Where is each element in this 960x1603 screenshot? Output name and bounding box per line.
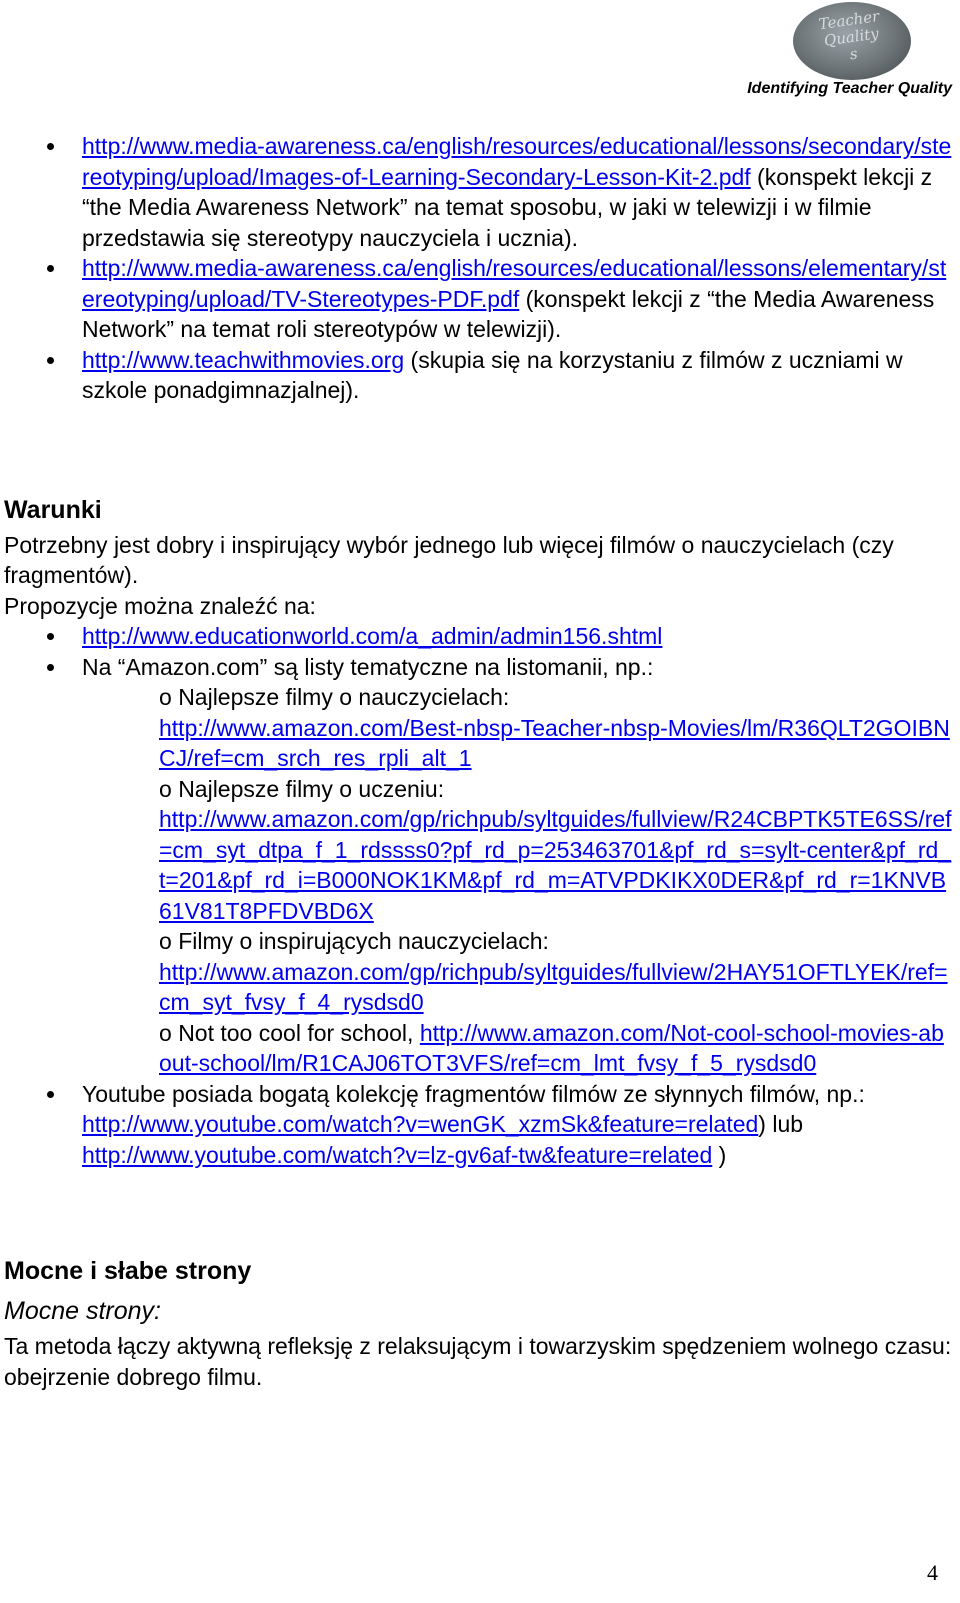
resource-description: (skupia się na korzystaniu z filmów z uczniami w szkole ponadgimnazjalnej). bbox=[82, 346, 903, 403]
sublist-label: Filmy o inspirujących nauczycielach: bbox=[178, 928, 549, 954]
list-item bbox=[4, 345, 956, 406]
bullet-icon bbox=[47, 265, 54, 272]
circle-bullet-icon: o bbox=[159, 1019, 172, 1046]
amazon-intro: Na “Amazon.com” są listy tematyczne na listomanii, np.: bbox=[82, 653, 654, 680]
circle-bullet-icon: o bbox=[159, 928, 172, 954]
sublist-label: Najlepsze filmy o uczeniu: bbox=[178, 775, 445, 802]
circle-bullet-icon: o bbox=[159, 775, 172, 802]
amazon-link[interactable]: http://www.amazon.com/gp/richpub/syltguides/fullview/2HAY51OFTLYEK/ref=cm_syt_fvsy_f_4_rysdsd0 bbox=[159, 958, 948, 1015]
educationworld-link[interactable]: http://www.educationworld.com/a_admin/admin156.shtml bbox=[82, 623, 663, 649]
document-content bbox=[4, 131, 956, 1392]
sublist-item bbox=[82, 774, 956, 927]
bullet-icon bbox=[47, 143, 54, 150]
amazon-link[interactable]: http://www.amazon.com/Not-cool-school-movies-about-school/lm/R1CAJ06TOT3VFS/ref=cm_lmt_fvsy_f_5_rysdsd0 bbox=[159, 1019, 944, 1076]
propozycje-list bbox=[4, 621, 956, 1170]
section-title-warunki: Warunki bbox=[4, 495, 102, 524]
list-item bbox=[4, 131, 956, 253]
amazon-sublist bbox=[82, 682, 956, 1079]
section-subtitle: Mocne strony: bbox=[4, 1297, 162, 1325]
sublist-item bbox=[82, 682, 956, 774]
header-title: Identifying Teacher Quality bbox=[747, 80, 952, 97]
bullet-icon bbox=[47, 633, 54, 640]
youtube-link-2[interactable]: http://www.youtube.com/watch?v=lz-gv6af-tw&feature=related bbox=[82, 1141, 713, 1168]
logo-text: Teacher Quality s bbox=[817, 7, 881, 64]
resource-link[interactable]: http://www.media-awareness.ca/english/resources/educational/lessons/elementary/stereotyping/upload/TV-Stereotypes-PDF.pdf bbox=[82, 255, 947, 312]
bullet-icon bbox=[47, 664, 54, 671]
amazon-link[interactable]: http://www.amazon.com/Best-nbsp-Teacher-nbsp-Movies/lm/R36QLT2GOIBNCJ/ref=cm_srch_res_rpli_alt_1 bbox=[159, 714, 950, 771]
list-item bbox=[4, 621, 956, 652]
amazon-link[interactable]: http://www.amazon.com/gp/richpub/syltguides/fullview/R24CBPTK5TE6SS/ref=cm_syt_dtpa_f_1_rdssss0?pf_rd_p=253463701&pf_rd_s=sylt-center&pf_rd_t=201&pf_rd_i=B000NOK1KM&pf_rd_m=ATVPDKIKX0DER&pf_rd_r=1KNVB61V81T8PFDVBD6X bbox=[159, 806, 952, 924]
youtube-text: Youtube posiada bogatą kolekcję fragmentów filmów ze słynnych filmów, np.: bbox=[82, 1080, 865, 1107]
warunki-intro: Potrzebny jest dobry i inspirujący wybór jednego lub więcej filmów o nauczycielach (czy fragmentów). bbox=[4, 531, 894, 588]
list-item bbox=[4, 253, 956, 345]
resource-link[interactable]: http://www.media-awareness.ca/english/resources/educational/lessons/secondary/stereotyping/upload/Images-of-Learning-Secondary-Lesson-Kit-2.pdf bbox=[82, 133, 952, 190]
resource-list bbox=[4, 131, 956, 406]
bullet-icon bbox=[47, 357, 54, 364]
bullet-icon bbox=[47, 1091, 54, 1098]
section-title-mocne: Mocne i słabe strony bbox=[4, 1257, 252, 1285]
resource-description: (konspekt lekcji z “the Media Awareness Network” na temat sposobu, w jaki w telewizji i w filmie przedstawia się stereotypy nauczyciela i ucznia). bbox=[82, 163, 933, 251]
circle-bullet-icon: o bbox=[159, 684, 172, 710]
resource-link[interactable]: http://www.teachwithmovies.org bbox=[82, 346, 405, 373]
list-item: Youtube posiada bogatą kolekcję fragmentów filmów ze słynnych filmów, np.: http://www.youtube.com/watch?v=wenGK_xzmSk&feature=related) lub http://www.youtube.com/watch?v=lz-gv6af-tw&feature=related ) bbox=[4, 1079, 956, 1171]
resource-description: (konspekt lekcji z “the Media Awareness Network” na temat roli stereotypów w telewizji). bbox=[82, 285, 935, 342]
propozycje-text: Propozycje można znaleźć na: bbox=[4, 592, 316, 619]
list-item bbox=[4, 652, 956, 1079]
sublist-label: Najlepsze filmy o nauczycielach: bbox=[178, 684, 510, 710]
mocne-text: Ta metoda łączy aktywną refleksję z relaksującym i towarzyskim spędzeniem wolnego czasu: obejrzenie dobrego filmu. bbox=[4, 1333, 952, 1390]
youtube-link-1[interactable]: http://www.youtube.com/watch?v=wenGK_xzmSk&feature=related bbox=[82, 1111, 759, 1137]
teacher-quality-logo bbox=[793, 2, 911, 80]
sublist-label: Not too cool for school, bbox=[178, 1019, 414, 1046]
sublist-item bbox=[82, 926, 956, 1018]
page-number: 4 bbox=[927, 1560, 938, 1585]
sublist-item bbox=[82, 1018, 956, 1079]
